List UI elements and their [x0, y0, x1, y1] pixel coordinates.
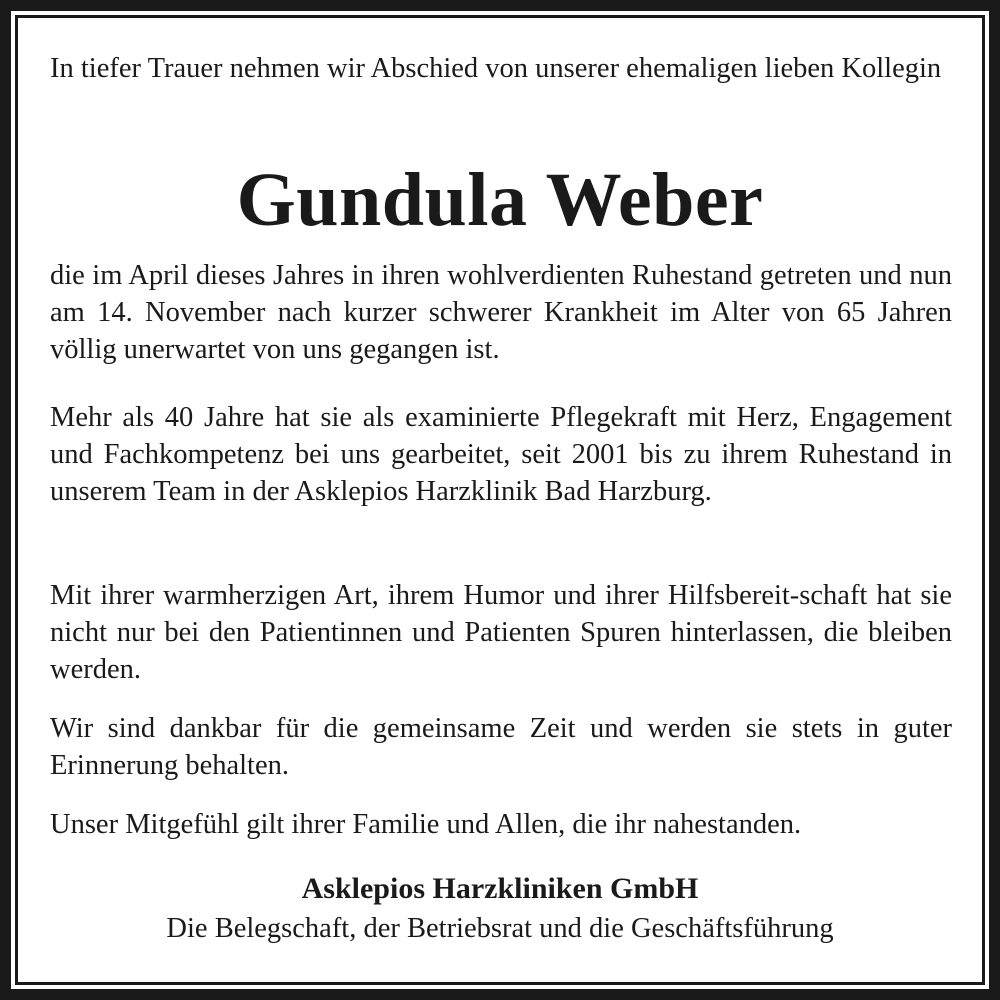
- paragraph-retirement: die im April dieses Jahres in ihren wohlverdienten Ruhestand getreten und nun am 14. November nach kurzer schwerer Krankheit im Alter von 65 Jahren völlig unerwartet von uns gegangen ist.: [50, 260, 952, 365]
- intro-text: In tiefer Trauer nehmen wir Abschied von unserer ehemaligen lieben Kollegin: [50, 53, 942, 84]
- paragraph-condolence: Unser Mitgefühl gilt ihrer Familie und Allen, die ihr nahestanden.: [50, 809, 802, 840]
- paragraph-career: Mehr als 40 Jahre hat sie als examinierte Pflegekraft mit Herz, Engagement und Fachkompetenz bei uns gearbeitet, seit 2001 bis zu ihrem Ruhestand in unserem Team in der Asklepios Harzklinik Bad Harzburg.: [50, 402, 952, 507]
- paragraph-gratitude: Wir sind dankbar für die gemeinsame Zeit und werden sie stets in guter Erinnerung behalten.: [50, 713, 952, 781]
- signatories-line: Die Belegschaft, der Betriebsrat und die Geschäftsführung: [166, 913, 834, 944]
- deceased-name: Gundula Weber: [236, 158, 764, 242]
- paragraph-character: Mit ihrer warmherzigen Art, ihrem Humor und ihrer Hilfsbereit-schaft hat sie nicht nur bei den Patientinnen und Patienten Spuren hinterlassen, die bleiben werden.: [50, 580, 952, 685]
- organization-name: Asklepios Harzkliniken GmbH: [301, 872, 699, 905]
